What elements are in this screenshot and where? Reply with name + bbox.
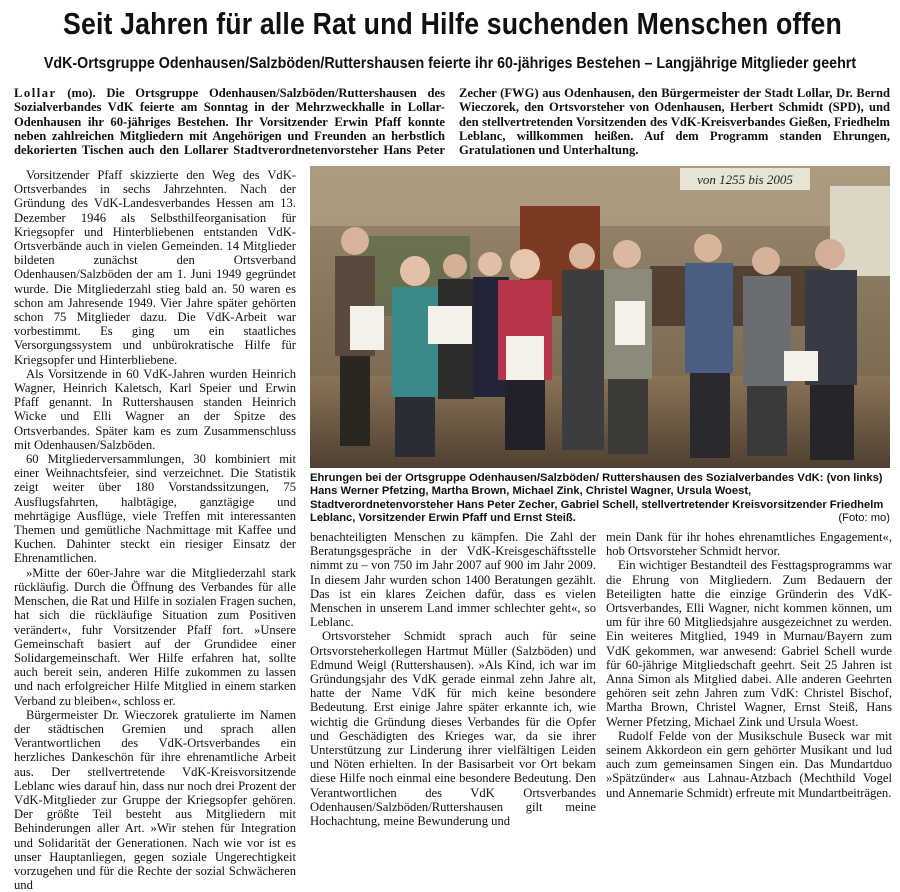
person bbox=[805, 239, 857, 460]
paragraph: 60 Mitgliederversammlungen, 30 kombiniert mit einer Weihnachtsfeier, sind verzeichnet. Die Statistik zeigt weiter über 180 Vorstandssitzungen, 75 Ausflugsfahrten, halbtägige, ganztägige und mehrtägige Ausflüge, viele Treffen mit interessanten Themen und gemütliche Nachmittage mit Kaffee und Kuchen. Dahinter steckt ein riesiger Einsatz der Ehrenamtlichen. bbox=[14, 452, 296, 566]
paragraph: benachteiligten Menschen zu kämpfen. Die Zahl der Beratungsgespräche in der VdK-Kreisgeschäftsstelle nimmt zu – von 750 im Jahr 2007 auf 900 im Jahr 2009. In diesem Jahr wurden schon 1400 Beratungen gezählt. Das ist ein klares Zeichen dafür, dass es vielen Menschen in unserem Land immer schlechter geht«, so Leblanc. bbox=[310, 530, 596, 630]
photo-caption bbox=[310, 472, 890, 526]
photo-illustration bbox=[310, 166, 890, 468]
person bbox=[562, 243, 604, 450]
paragraph: Rudolf Felde von der Musikschule Buseck war mit seinem Akkordeon ein gern gehörter Musikant und lud auch zum gemeinsamen Singen ein. Das Mundartduo »Spätzünder« aus Lahnau-Atzbach (Mechthild Vogel und Annemarie Schmidt) erfreute mit Mundartbeiträgen. bbox=[606, 728, 892, 800]
caption-text: Ehrungen bei der Ortsgruppe Odenhausen/Salzböden/ Ruttershausen des Sozialverbandes VdK: (von links) Hans Werner Pfetzing, Martha Brown, Michael Zink, Christel Wagner, Ursula Woest, Stadtverordnetenvorsteher Hans Peter Zecher, Gabriel Schell, stellvertretender Kreisvorsitzender Friedhelm Leblanc, Vorsitzender Erwin Pfaff und Ernst Steiß. bbox=[310, 472, 884, 525]
paragraph: Vorsitzender Pfaff skizzierte den Weg des VdK-Ortsverbandes in sechs Jahrzehnten. Nach der Gründung des VdK-Landesverbandes Hessen am 13. Dezember 1946 als Selbsthilfeorganisation für Kriegsopfer und Hinterbliebenen entstanden VdK-Ortsverbände auch in vielen Gemeinden. 14 Mitglieder bildeten zunächst den Ortsverband Odenhausen/Salzböden der am 1. Juni 1949 gegründet wurde. Die Mitgliederzahl stieg bald an. 50 waren es schon am Jahresende 1949. Vier Jahre später gehörten schon 75 Mitglieder dazu. Die VdK-Arbeit war vorbestimmt. Es ging um ein staatliches Versorgungssystem und unbürokratische Hilfe für Kriegsopfer und Hinterbliebene. bbox=[14, 168, 296, 367]
paragraph: »Mitte der 60er-Jahre war die Mitgliederzahl stark rückläufig. Durch die Öffnung des Verbandes für alle Menschen, die Rat und Hilfe in sozialen Fragen suchen, hat sich die rückläufige Situation zum Positiven verändert«, fuhr Vorsitzender Pfaff fort. »Unsere Gemeinschaft basiert auf der Grundidee einer Solidargemeinschaft. Wer Hilfe erfahren hat, sollte auch bereit sein, anderen Hilfe zukommen zu lassen und nach erfolgreicher Hilfe Mitglied in einem starken Verband zu bleiben«, schloss er. bbox=[14, 565, 296, 708]
person bbox=[743, 247, 791, 456]
person bbox=[604, 240, 652, 454]
paragraph: Ortsvorsteher Schmidt sprach auch für seine Ortsvorsteherkollegen Hartmut Müller (Salzböden) und Edmund Weigl (Ruttershausen). »Als Kind, ich war im Gründungsjahr des VdK gerade einmal zehn Jahre alt, hatte der Name VdK für mich keine besondere Bedeutung. Erst einige Jahre später erkannte ich, wie wichtig die Gründung dieses Verbandes für die Opfer und Geschädigten des Krieges war, da sie ihrer Unterstützung zur Linderung ihrer vielfältigen Leiden und Nöten erhielten. In der Basisarbeit vor Ort bekam diese Hilfe noch einmal eine besondere Bedeutung. Den Verantwortlichen des VdK Ortsverbandes Odenhausen/Salzböden/Ruttershausen gilt meine Hochachtung, meine Bewunderung und bbox=[310, 629, 596, 829]
lead-paragraph bbox=[14, 86, 890, 158]
photo-credit: (Foto: mo) bbox=[838, 512, 890, 525]
group-photo bbox=[310, 166, 890, 468]
lead-text: Die Ortsgruppe Odenhausen/Salzböden/Ruttershausen des Sozialverbandes VdK feierte am Sonntag in der Mehrzweckhalle in Lollar-Odenhausen ihr 60-jähriges Bestehen. Ihr Vorsitzender Erwin Pfaff konnte neben zahlreichen Mitgliedern mit Angehörigen und Freunden an herbstlich dekorierten Tischen auch den Lollarer Stadtverordnetenvorsteher Hans Peter Zecher (FWG) aus Odenhausen, den Bürgermeister der Stadt Lollar, Dr. Bernd Wieczorek, den Ortsvorsteher von Odenhausen, Herbert Schmidt (SPD), und den stellvertretenden Vorsitzenden des VdK-Kreisverbandes Gießen, Friedhelm Leblanc, willkommen heißen. Auf dem Programm standen Ehrungen, Gratulationen und Unterhaltung. bbox=[14, 86, 890, 158]
column-3 bbox=[606, 530, 892, 808]
paragraph: Als Vorsitzende in 60 VdK-Jahren wurden Heinrich Wagner, Heinrich Kaletsch, Karl Speier und Erwin Pfaff genannt. In Ruttershausen standen Heinrich Wicke und Elli Wagner an der Spitze des Ortsverbandes. Später kam es zum Zusammenschluss mit Odenhausen/Salzböden. bbox=[14, 366, 296, 452]
photo-piano bbox=[650, 266, 830, 326]
subheadline: VdK-Ortsgruppe Odenhausen/Salzböden/Ruttershausen feierte ihr 60-jähriges Bestehen – Langjährige Mitglieder geehrt bbox=[43, 55, 857, 72]
column-2 bbox=[310, 530, 596, 829]
person bbox=[685, 234, 733, 458]
paragraph: mein Dank für ihr hohes ehrenamtliches Engagement«, hob Ortsvorsteher Schmidt hervor. bbox=[606, 530, 892, 559]
paragraph: Ein wichtiger Bestandteil des Festtagsprogramms war die Ehrung von Mitgliedern. Zum Bedauern der Beteiligten hatte die einzige Gründerin des VdK-Ortsverbandes, Elli Wagner, nicht kommen können, um um für ihre 60 Mitgliedsjahre ausgezeichnet zu werden. Ein weiteres Mitglied, 1949 in Murnau/Bayern zum VdK gekommen, war anwesend: Gabriel Schell wurde für 60-jährige Mitgliedschaft geehrt. Seit 25 Jahren ist Anna Simon als Mitglied dabei. Alle anderen Geehrten gehören seit zehn Jahren zum VdK: Christel Bischof, Martha Brown, Christel Wagner, Ernst Steiß, Hans Werner Pfetzing, Michael Zink und Ursula Woest. bbox=[606, 558, 892, 729]
column-1 bbox=[14, 168, 296, 892]
headline: Seit Jahren für alle Rat und Hilfe suchenden Menschen offen bbox=[63, 6, 842, 41]
paragraph: Bürgermeister Dr. Wieczorek gratulierte im Namen der städtischen Gremien und sprach allen Verantwortlichen des VdK-Ortsverbandes ein herzliches Dankeschön für ihre ehrenamtliche Arbeit aus. Der stellvertretende VdK-Kreisvorsitzende Leblanc wies darauf hin, dass nur noch drei Prozent der VdK-Mitglieder zur Gruppe der Kriegsopfer gehören. Der größte Teil besteht aus Mitgliedern mit Behinderungen aller Art. »Wir stehen für Integration und Solidarität der Generationen. Nach wie vor ist es unser Hauptanliegen, gegen soziale Ungerechtigkeit vorzugehen und für die Rechte der sozial Schwächeren und bbox=[14, 707, 296, 892]
dateline-suffix: (mo). bbox=[56, 86, 107, 100]
dateline: Lollar bbox=[14, 86, 57, 100]
photo-banner-text: von 1255 bis 2005 bbox=[697, 172, 793, 187]
